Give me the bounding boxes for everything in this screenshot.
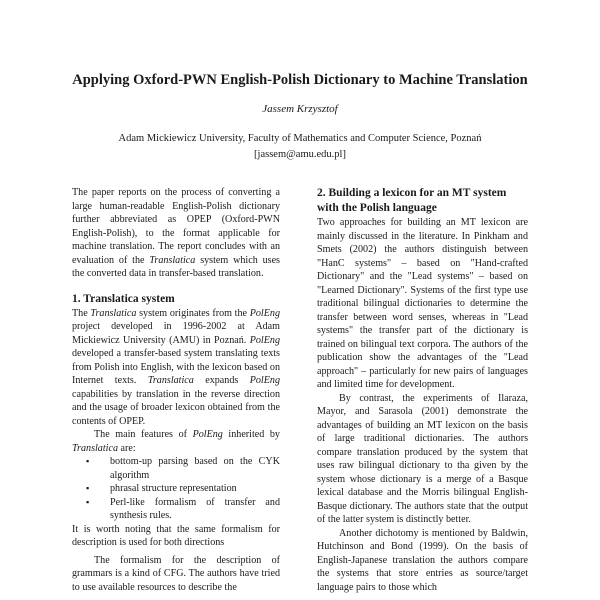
section-2-heading: 2. Building a lexicon for an MT system with the Polish language bbox=[317, 187, 507, 214]
list-item: ▪ Perl-like formalism of transfer and synthesis rules. bbox=[102, 496, 280, 523]
author-email: [jassem@amu.edu.pl] bbox=[254, 149, 346, 160]
paper-header bbox=[0, 72, 600, 163]
feature-list bbox=[72, 455, 280, 523]
list-item: ▪ phrasal structure representation bbox=[102, 482, 280, 496]
affiliation: Adam Mickiewicz University, Faculty of Mathematics and Computer Science, Poznań bbox=[118, 133, 482, 144]
author-name: Jassem Krzysztof bbox=[262, 103, 338, 115]
list-item: ▪ bottom-up parsing based on the CYK algorithm bbox=[102, 455, 280, 482]
section-2-paragraph-1: Two approaches for building an MT lexicon are mainly discussed in the literature. In Pinkham and Smets (2002) the authors distinguish between "HanC systems" – based on "Hand-crafted Dictionary" and the "Lead systems" – based on "Learned Dictionary". Systems of the first type use traditional bilingual dictionaries to determine the transfer between word senses, whereas in "Lead systems" the transfer part of the dictionary is trained on bilingual text corpora. The authors of the publication show the advantages of the "Lead approach" – particularly for new pairs of languages and limited time for development. bbox=[317, 217, 528, 390]
section-1-paragraph-1: The Translatica system originates from the PolEng project developed in 1996-2002 at Adam Mickiewicz University (AMU) in Poznań. PolEng developed a transfer-based system translating texts from Polish into English, with the lexicon based on Internet texts. Translatica expands PolEng capabilities by translation in the reverse direction and the usage of broader lexicon obtained from the contents of OPEP. bbox=[72, 307, 280, 427]
section-2-paragraph-3: Another dichotomy is mentioned by Baldwin, Hutchinson and Bond (1999). On the basis of English-Japanese translation the authors compare the systems that store entries as source/target language pairs to those which bbox=[317, 527, 528, 593]
paper-title: Applying Oxford-PWN English-Polish Dictionary to Machine Translation bbox=[72, 72, 528, 88]
section-1-paragraph-2: The main features of PolEng inherited by Translatica are: bbox=[72, 429, 280, 454]
right-column bbox=[317, 186, 528, 594]
section-2-paragraph-2: By contrast, the experiments of Ilaraza, Mayor, and Sarasola (2001) demonstrate the advantages of building an MT lexicon on the basis of large traditional dictionaries. The authors compare translation produced by the system that uses raw bilingual dictionary to tha given by the system whose dictionary is a merge of a Basque lexical database and the Morris bilingual English-Basque dictionary. The authors state that the output of the latter system is distinctly better. bbox=[317, 392, 528, 525]
section-1-paragraph-3: It is worth noting that the same formalism for description is used for both directions bbox=[72, 523, 280, 548]
left-column bbox=[72, 186, 280, 594]
section-1-heading: 1. Translatica system bbox=[72, 292, 175, 305]
affiliation-block bbox=[0, 131, 600, 163]
abstract: The paper reports on the process of converting a large human-readable English-Polish dictionary further abbreviated as OPEP (Oxford-PWN English-Polish), to the format applicable for machine translation. The report concludes with an evaluation of the Translatica system which uses the converted data in transfer-based translation. bbox=[72, 187, 280, 279]
section-1-paragraph-4: The formalism for the description of grammars is a kind of CFG. The authors have tried to use available resources to describe the bbox=[72, 554, 280, 593]
